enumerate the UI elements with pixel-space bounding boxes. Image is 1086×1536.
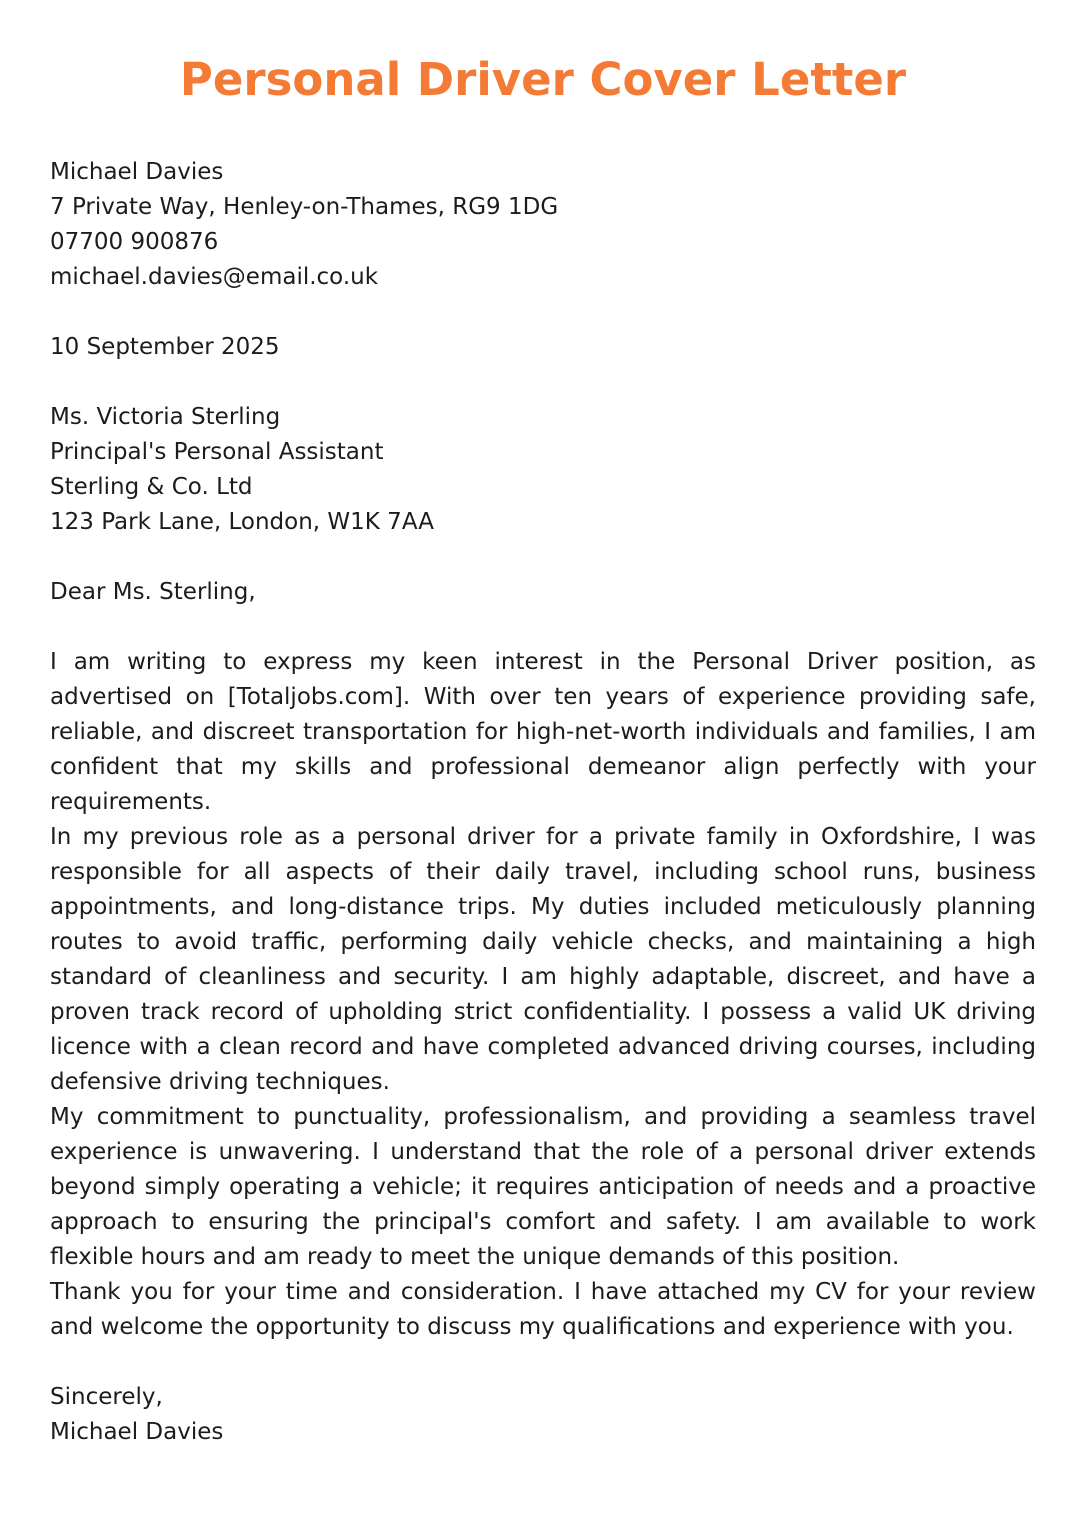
date-block (50, 330, 1036, 365)
sender-name: Michael Davies (50, 159, 224, 185)
recipient-position: Principal's Personal Assistant (50, 439, 384, 465)
signature-name: Michael Davies (50, 1419, 224, 1445)
body-paragraph: Thank you for your time and consideration. I have attached my CV for your review and welcome the opportunity to discuss my qualifications and experience with you. (50, 1279, 1036, 1340)
letter-date: 10 September 2025 (50, 334, 280, 360)
letter-body (50, 645, 1036, 1345)
closing-phrase: Sincerely, (50, 1384, 163, 1410)
recipient-block (50, 400, 1036, 540)
sender-block (50, 155, 1036, 295)
page-title: Personal Driver Cover Letter (179, 53, 907, 106)
recipient-company: Sterling & Co. Ltd (50, 474, 253, 500)
body-paragraph: My commitment to punctuality, professionalism, and providing a seamless travel experience is unwavering. I understand that the role of a personal driver extends beyond simply operating a vehicle; it requires anticipation of needs and a proactive approach to ensuring the principal's comfort and safety. I am available to work flexible hours and am ready to meet the unique demands of this position. (50, 1104, 1036, 1270)
closing-block (50, 1380, 1036, 1450)
recipient-name: Ms. Victoria Sterling (50, 404, 281, 430)
body-paragraph: In my previous role as a personal driver for a private family in Oxfordshire, I was responsible for all aspects of their daily travel, including school runs, business appointments, and long-distance trips. My duties included meticulously planning routes to avoid traffic, performing daily vehicle checks, and maintaining a high standard of cleanliness and security. I am highly adaptable, discreet, and have a proven track record of upholding strict confidentiality. I possess a valid UK driving licence with a clean record and have completed advanced driving courses, including defensive driving techniques. (50, 824, 1036, 1095)
body-paragraph: I am writing to express my keen interest in the Personal Driver position, as advertised on [Totaljobs.com]. With over ten years of experience providing safe, reliable, and discreet transportation for high-net-worth individuals and families, I am confident that my skills and professional demeanor align perfectly with your requirements. (50, 649, 1036, 815)
sender-address: 7 Private Way, Henley-on-Thames, RG9 1DG (50, 194, 559, 220)
sender-email: michael.davies@email.co.uk (50, 264, 379, 290)
salutation-block (50, 575, 1036, 610)
salutation: Dear Ms. Sterling, (50, 579, 256, 605)
letter-content (50, 155, 1036, 1450)
recipient-address: 123 Park Lane, London, W1K 7AA (50, 509, 434, 535)
sender-phone: 07700 900876 (50, 229, 219, 255)
